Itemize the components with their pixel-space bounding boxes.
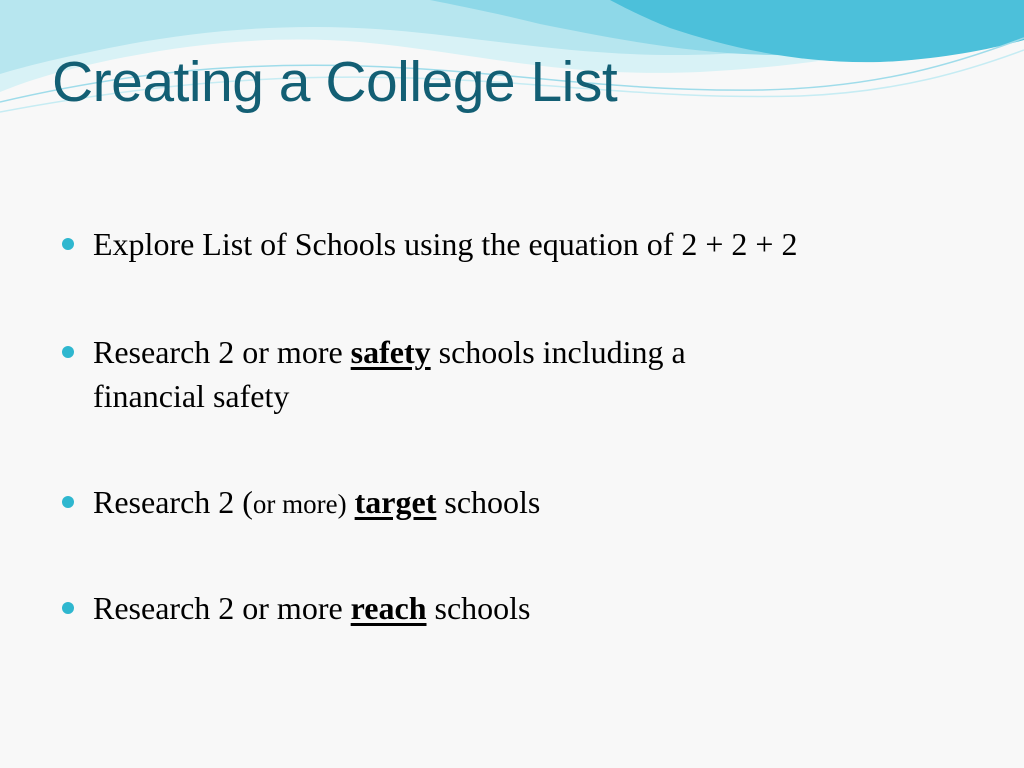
bullet-text-space bbox=[347, 484, 355, 520]
bullet-text-before: Research 2 or more bbox=[93, 590, 351, 626]
bullet-item-safety bbox=[62, 330, 962, 418]
bullet-item-equation bbox=[62, 222, 962, 266]
bullet-dot-icon bbox=[62, 238, 74, 250]
bullet-text bbox=[93, 330, 962, 418]
bullet-text-line2: financial safety bbox=[93, 378, 290, 414]
bullet-dot-icon bbox=[62, 496, 74, 508]
bullet-dot-icon bbox=[62, 346, 74, 358]
bullet-text bbox=[93, 480, 962, 526]
keyword-reach: reach bbox=[350, 590, 427, 626]
keyword-safety: safety bbox=[350, 334, 431, 370]
slide-title: Creating a College List bbox=[52, 50, 618, 114]
keyword-target: target bbox=[354, 484, 437, 520]
bullet-dot-icon bbox=[62, 602, 74, 614]
bullet-text bbox=[93, 586, 962, 630]
bullet-item-reach bbox=[62, 586, 962, 630]
bullet-text-before: Research 2 or more bbox=[93, 334, 351, 370]
bullet-text-small: or more) bbox=[252, 489, 347, 519]
bullet-text-after: schools bbox=[436, 484, 541, 520]
bullet-text-after: schools bbox=[426, 590, 531, 626]
bullet-text-before: Research 2 ( bbox=[93, 484, 253, 520]
bullet-text-after: schools including a bbox=[430, 334, 686, 370]
bullet-text: Explore List of Schools using the equation of 2 + 2 + 2 bbox=[93, 226, 798, 262]
bullet-item-target bbox=[62, 480, 962, 526]
